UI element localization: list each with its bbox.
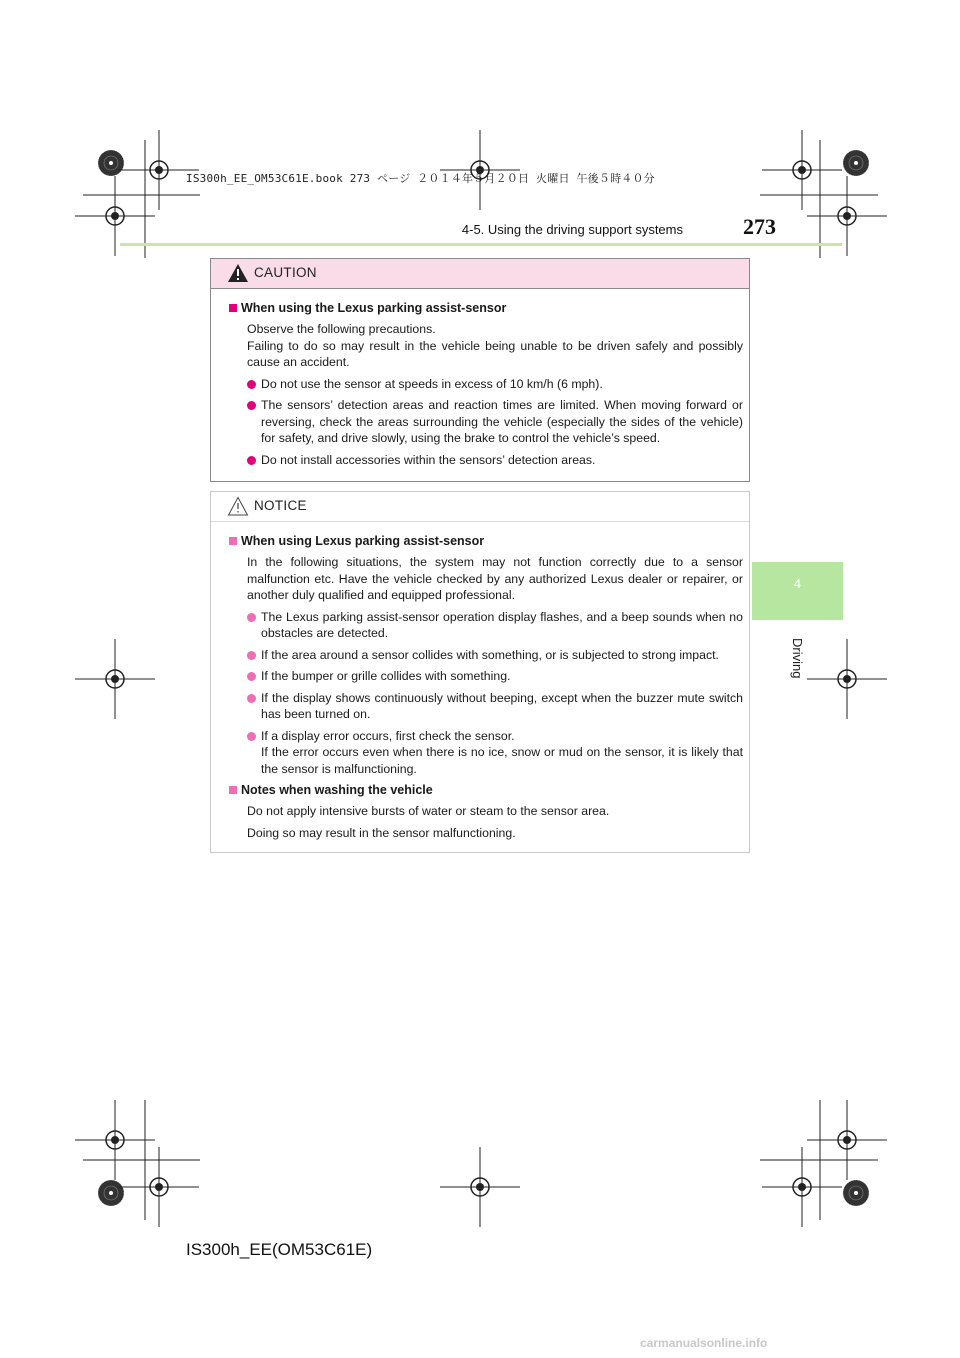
round-bullet-icon: [247, 651, 256, 660]
caution-intro-2: Failing to do so may result in the vehicle being unable to be driven safely and possibly cause an accident.: [247, 338, 743, 369]
notice-bullet: If the area around a sensor collides with something, or is subjected to strong impact.: [247, 647, 743, 664]
square-bullet-icon: [229, 786, 237, 794]
round-bullet-icon: [247, 380, 256, 389]
chapter-tab: [752, 562, 843, 620]
crosshair-mark-bottom-left-inner: [119, 1147, 199, 1227]
round-bullet-icon: [247, 456, 256, 465]
starburst-mark-top-left: [98, 150, 124, 176]
notice-triangle-icon: [227, 496, 249, 516]
notice-heading-washing: Notes when washing the vehicle: [229, 782, 743, 799]
section-title: 4-5. Using the driving support systems: [461, 222, 683, 237]
crosshair-mark-middle-right: [807, 639, 887, 719]
round-bullet-icon: [247, 613, 256, 622]
notice-bullet: If the bumper or grille collides with something.: [247, 668, 743, 685]
page-number: 273: [743, 214, 776, 239]
round-bullet-icon: [247, 732, 256, 741]
notice-heading-sensor: When using Lexus parking assist-sensor: [229, 533, 743, 550]
crosshair-mark-bottom-right-outer: [807, 1100, 887, 1180]
caution-intro-1: Observe the following precautions.: [247, 322, 436, 336]
crosshair-mark-bottom-left-outer: [75, 1100, 155, 1180]
caution-bullet: Do not install accessories within the sensors’ detection areas.: [247, 452, 743, 469]
crosshair-mark-middle-left: [75, 639, 155, 719]
warning-triangle-icon: [227, 263, 249, 283]
print-file-info: IS300h_EE_OM53C61E.book 273 ページ ２０１４年５月２０日 火曜日 午後５時４０分: [186, 172, 655, 185]
starburst-mark-bottom-left: [98, 1180, 124, 1206]
manual-id: IS300h_EE(OM53C61E): [186, 1240, 373, 1259]
round-bullet-icon: [247, 672, 256, 681]
notice-box: [210, 491, 750, 853]
crosshair-mark-bottom-center: [440, 1147, 520, 1227]
crosshair-mark-top-right-inner: [762, 130, 842, 210]
notice-header: [211, 492, 749, 522]
notice-bullet: If a display error occurs, first check the sensor. If the error occurs even when there is no ice, snow or mud on the sensor, it is likely that the sensor is malfunctioning.: [247, 728, 743, 778]
starburst-mark-top-right: [843, 150, 869, 176]
square-bullet-icon: [229, 304, 237, 312]
header-rule: [120, 243, 842, 246]
caution-heading: When using the Lexus parking assist-sensor: [229, 300, 743, 317]
notice-bullet: If the display shows continuously without beeping, except when the buzzer mute switch has been turned on.: [247, 690, 743, 723]
notice-bullet-extra: If the error occurs even when there is no ice, snow or mud on the sensor, it is likely that the sensor is malfunctioning.: [261, 745, 743, 776]
notice-intro: In the following situations, the system may not function correctly due to a sensor malfunction etc. Have the vehicle checked by any authorized Lexus dealer or repairer, or another duly qualified and equipped professional.: [247, 555, 743, 602]
caution-header: [211, 259, 749, 289]
notice-wash-2: Doing so may result in the sensor malfunctioning.: [247, 825, 516, 840]
chapter-number: 4: [793, 576, 802, 591]
watermark: carmanualsonline.info: [640, 1336, 768, 1350]
chapter-label: Driving: [790, 638, 805, 679]
caution-label: CAUTION: [254, 265, 317, 280]
crosshair-mark-bottom-right-inner: [762, 1147, 842, 1227]
starburst-mark-bottom-right: [843, 1180, 869, 1206]
notice-label: NOTICE: [254, 498, 307, 513]
round-bullet-icon: [247, 401, 256, 410]
notice-wash-1: Do not apply intensive bursts of water or steam to the sensor area.: [247, 804, 610, 818]
caution-bullet: Do not use the sensor at speeds in excess of 10 km/h (6 mph).: [247, 376, 743, 393]
caution-bullet: The sensors’ detection areas and reaction times are limited. When moving forward or reversing, check the areas surrounding the vehicle (especially the sides of the vehicle) for safety, and drive slowly, using the brake to control the vehicle’s speed.: [247, 397, 743, 447]
caution-box: [210, 258, 750, 482]
round-bullet-icon: [247, 694, 256, 703]
notice-bullet: The Lexus parking assist-sensor operation display flashes, and a beep sounds when no obstacles are detected.: [247, 609, 743, 642]
square-bullet-icon: [229, 537, 237, 545]
